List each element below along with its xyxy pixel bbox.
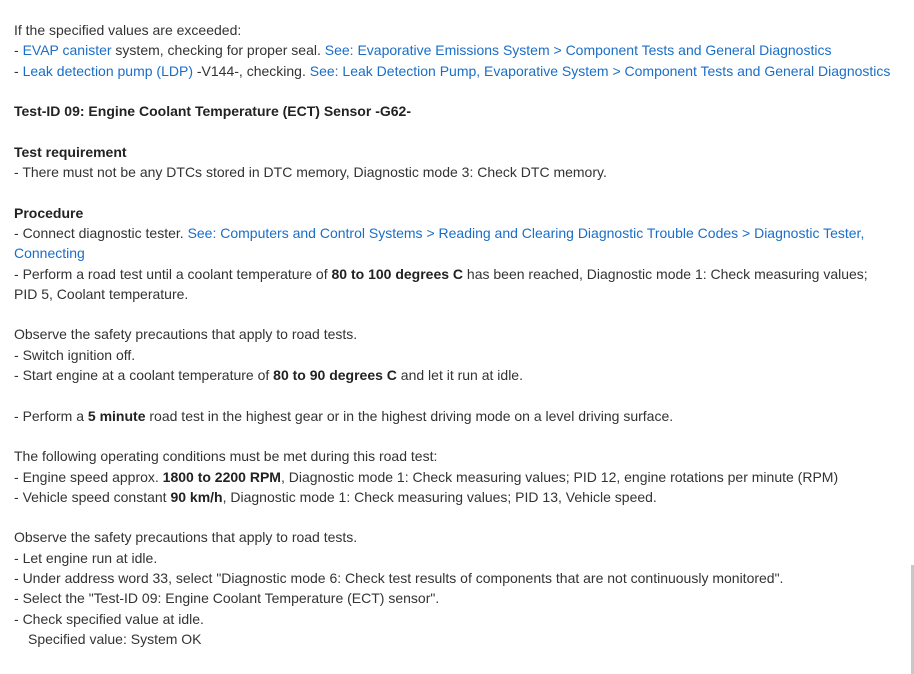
ldp-link[interactable]: Leak detection pump (LDP) [22,62,193,79]
document-content [14,20,900,649]
exceeded-heading: If the specified values are exceeded: [14,22,242,38]
list-item: - Perform a road test until a coolant temperature of 80 to 100 degrees C has been reached, Diagnostic mode 1: Check measuring values; [14,265,868,282]
specified-value: Specified value: System OK [28,630,202,647]
conditions-intro: The following operating conditions must be met during this road test: [14,448,438,465]
diagnostic-tester-link-cont[interactable]: Connecting [14,245,85,262]
list-item: - Check specified value at idle. [14,610,204,627]
list-item: - Start engine at a coolant temperature of 80 to 90 degrees C and let it run at idle. [14,367,523,384]
procedure-heading: Procedure [14,204,84,221]
list-item: - Engine speed approx. 1800 to 2200 RPM, Diagnostic mode 1: Check measuring values; PID 12, engine rotations per minute (RPM) [14,468,839,485]
list-item-continuation [14,243,900,263]
safety-note: Observe the safety precautions that apply to road tests. [14,529,358,546]
list-item: - Vehicle speed constant 90 km/h, Diagnostic mode 1: Check measuring values; PID 13, Vehicle speed. [14,488,657,505]
leak-detection-pump-link[interactable]: See: Leak Detection Pump, Evaporative System > Component Tests and General Diagnostics [309,62,891,79]
list-item: - EVAP canister system, checking for proper seal. See: Evaporative Emissions System > Component Tests and General Diagnostics [14,42,832,59]
requirement-heading: Test requirement [14,143,127,160]
list-item: - Leak detection pump (LDP) -V144-, checking. See: Leak Detection Pump, Evaporative System > Component Tests and General Diagnostics [14,62,891,79]
list-item: - Connect diagnostic tester. See: Computers and Control Systems > Reading and Clearing Diagnostic Trouble Codes > Diagnostic Tester, [14,224,865,241]
evap-canister-link[interactable]: EVAP canister [22,42,112,59]
list-item: - Select the "Test-ID 09: Engine Coolant Temperature (ECT) sensor". [14,590,440,607]
list-item: - Perform a 5 minute road test in the highest gear or in the highest driving mode on a level driving surface. [14,407,674,424]
list-item: - Under address word 33, select "Diagnostic mode 6: Check test results of components that are not continuously monitored". [14,570,784,587]
list-item: - Switch ignition off. [14,346,136,363]
list-item: - There must not be any DTCs stored in DTC memory, Diagnostic mode 3: Check DTC memory. [14,164,607,181]
test-title: Test-ID 09: Engine Coolant Temperature (ECT) Sensor -G62- [14,103,411,120]
list-item-continuation: PID 5, Coolant temperature. [14,285,189,302]
list-item: - Let engine run at idle. [14,549,158,566]
diagnostic-tester-link[interactable]: See: Computers and Control Systems > Reading and Clearing Diagnostic Trouble Codes > Diagnostic Tester, [187,224,865,241]
evap-system-link[interactable]: See: Evaporative Emissions System > Component Tests and General Diagnostics [324,42,832,59]
safety-note: Observe the safety precautions that apply to road tests. [14,326,358,343]
